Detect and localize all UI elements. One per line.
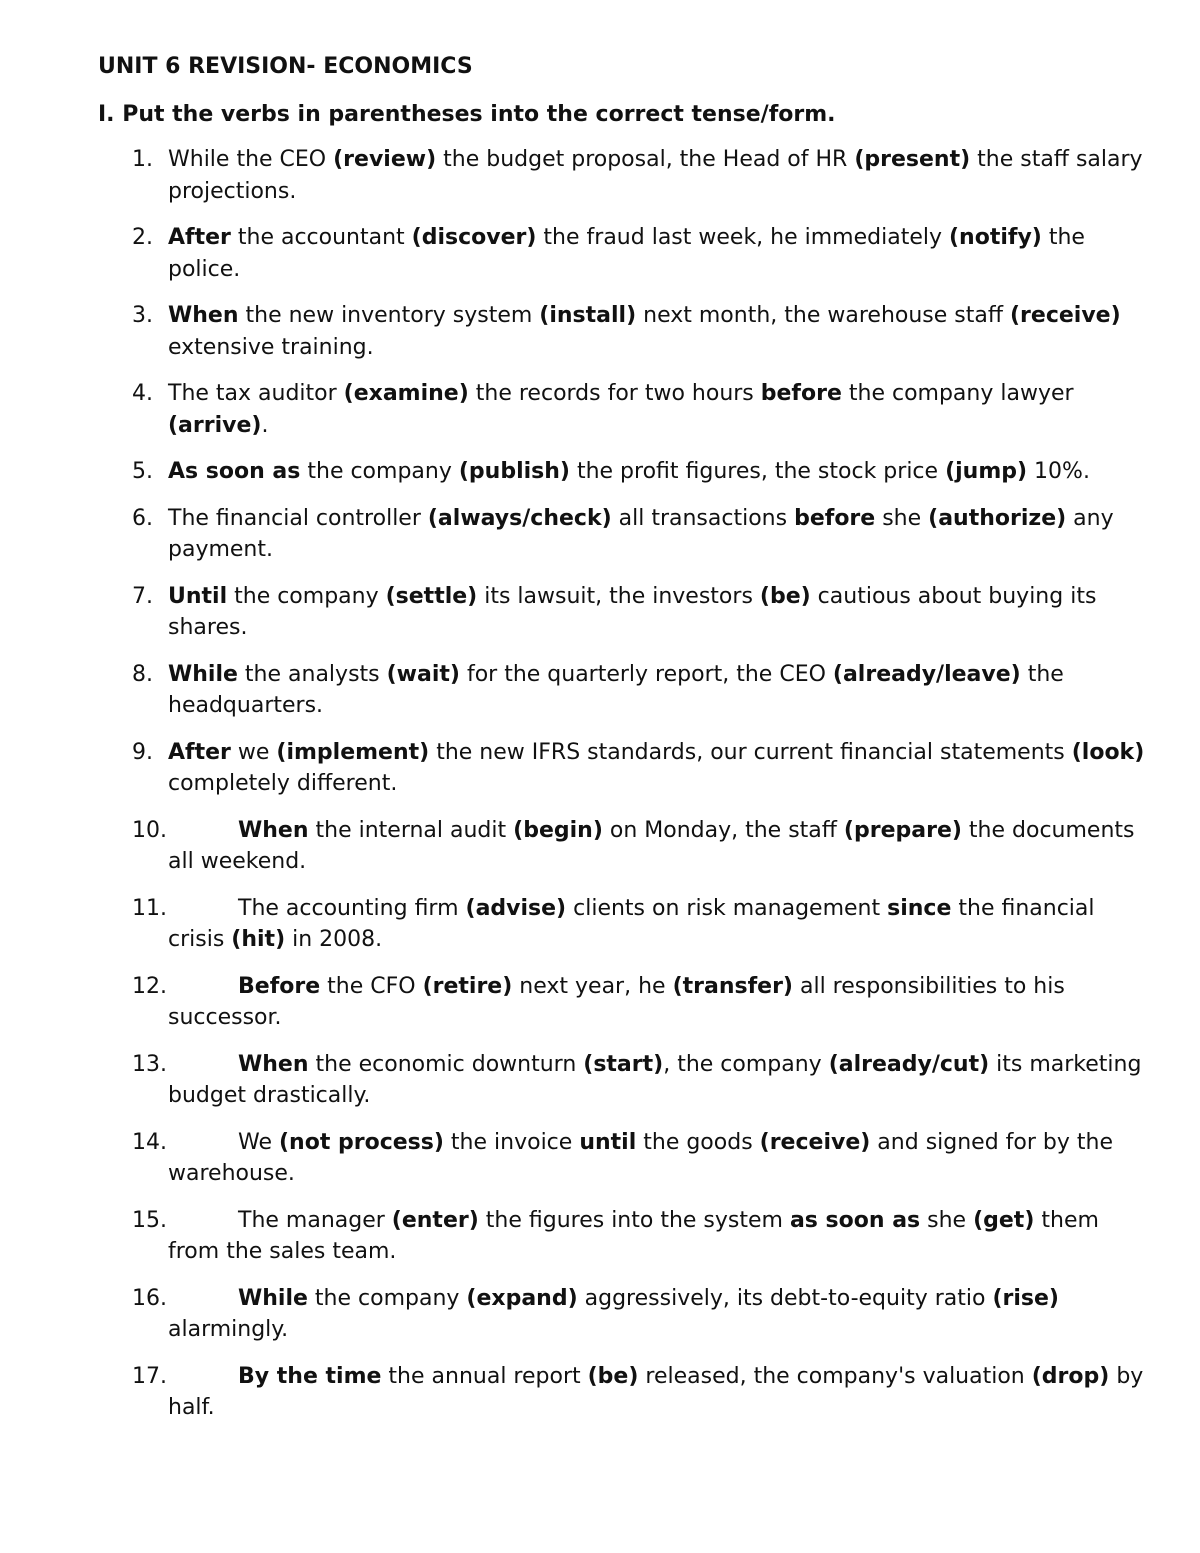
sentence-text: the headquarters. (168, 661, 1064, 718)
sentence-text: clients on risk management (566, 895, 888, 921)
bold-keyword: (authorize) (928, 505, 1067, 531)
bold-keyword: (install) (539, 303, 637, 328)
exercise-number: 8. (132, 661, 153, 687)
exercise-item (98, 144, 1148, 207)
sentence-text: completely different. (168, 771, 398, 796)
exercise-sentence (168, 303, 1121, 360)
bold-keyword: Before (238, 973, 321, 999)
exercise-number: 9. (132, 739, 153, 765)
bold-keyword: (review) (333, 147, 437, 172)
sentence-text: the company (227, 583, 386, 609)
exercise-number: 16. (132, 1285, 167, 1311)
sentence-text: she (875, 505, 929, 531)
exercise-sentence (168, 147, 1143, 204)
exercise-item (98, 893, 1148, 956)
exercise-sentence (168, 1364, 1143, 1421)
sentence-text: the economic downturn (308, 1051, 584, 1077)
exercise-number: 6. (132, 505, 153, 531)
sentence-text: the annual report (381, 1363, 588, 1389)
bold-keyword: When (238, 817, 309, 843)
exercise-number: 1. (132, 147, 153, 172)
sentence-text: the internal audit (308, 817, 514, 843)
exercise-item (98, 222, 1148, 285)
bold-keyword: (expand) (466, 1285, 578, 1311)
bold-keyword: (publish) (458, 459, 570, 484)
exercise-sentence (168, 1130, 1113, 1187)
exercise-item (98, 1205, 1148, 1268)
bold-keyword: (always/check) (427, 505, 612, 531)
sentence-text: all transactions (611, 505, 795, 531)
sentence-text: the company (307, 1285, 467, 1311)
sentence-text: the goods (636, 1129, 760, 1155)
bold-keyword: (notify) (949, 225, 1042, 250)
exercise-sentence (168, 459, 1090, 484)
exercise-number: 5. (132, 459, 153, 484)
exercise-sentence (168, 381, 1074, 438)
bold-keyword: (already/leave) (832, 661, 1021, 687)
bold-keyword: (begin) (513, 817, 603, 843)
bold-keyword: since (887, 895, 952, 921)
document-title: UNIT 6 REVISION- ECONOMICS (98, 54, 473, 79)
exercise-item (98, 503, 1148, 566)
bold-keyword: (jump) (945, 459, 1028, 484)
bold-keyword: (be) (759, 583, 811, 609)
sentence-text: aggressively, its debt-to-equity ratio (577, 1285, 993, 1311)
sentence-text: the new IFRS standards, our current financial statements (429, 739, 1072, 765)
sentence-text: the CFO (320, 973, 423, 999)
sentence-text: she (920, 1207, 974, 1233)
bold-keyword: When (238, 1051, 309, 1077)
exercise-item (98, 815, 1148, 878)
sentence-text: the fraud last week, he immediately (536, 225, 949, 250)
sentence-text: the budget proposal, the Head of HR (436, 147, 855, 172)
sentence-text: alarmingly. (168, 1317, 289, 1342)
bold-keyword: (start) (583, 1051, 664, 1077)
exercise-item (98, 456, 1148, 488)
bold-keyword: (drop) (1031, 1363, 1110, 1389)
bold-keyword: (get) (973, 1207, 1035, 1233)
bold-keyword: By the time (238, 1363, 382, 1389)
bold-keyword: (not process) (279, 1129, 444, 1155)
bold-keyword: (wait) (386, 661, 460, 687)
section-heading: I. Put the verbs in parentheses into the correct tense/form. (98, 102, 836, 127)
bold-keyword: (present) (854, 147, 971, 172)
bold-keyword: (already/cut) (828, 1051, 990, 1077)
bold-keyword: (discover) (411, 225, 537, 250)
sentence-text: the company lawyer (841, 381, 1074, 406)
exercise-item (98, 737, 1148, 800)
exercise-number: 11. (132, 895, 167, 921)
bold-keyword: (retire) (422, 973, 513, 999)
sentence-text: by half. (168, 1363, 1144, 1420)
bold-keyword: before (794, 505, 876, 531)
bold-keyword: (be) (587, 1363, 639, 1389)
sentence-text: The tax auditor (168, 381, 344, 406)
exercise-item (98, 1283, 1148, 1346)
exercise-sentence (168, 506, 1114, 563)
bold-keyword: (prepare) (843, 817, 962, 843)
bold-keyword: (receive) (759, 1129, 871, 1155)
exercise-sentence (168, 225, 1085, 282)
sentence-text: the figures into the system (478, 1207, 790, 1233)
sentence-text: extensive training. (168, 334, 374, 360)
sentence-text: its marketing budget drastically. (168, 1051, 1142, 1108)
sentence-text: the staff salary projections. (168, 147, 1143, 204)
exercise-number: 14. (132, 1129, 167, 1155)
bold-keyword: When (168, 303, 239, 328)
sentence-text: the accountant (230, 225, 412, 250)
sentence-text: The manager (238, 1207, 392, 1233)
sentence-text: we (230, 739, 277, 765)
bold-keyword: (rise) (992, 1285, 1059, 1311)
sentence-text: the invoice (443, 1129, 580, 1155)
bold-keyword: (arrive) (168, 412, 262, 438)
sentence-text: The financial controller (168, 505, 428, 531)
sentence-text: on Monday, the staff (602, 817, 844, 843)
bold-keyword: (examine) (343, 381, 469, 406)
bold-keyword: While (168, 661, 238, 687)
exercise-number: 2. (132, 225, 153, 250)
exercise-number: 12. (132, 973, 167, 999)
exercise-item (98, 1361, 1148, 1424)
exercise-number: 13. (132, 1051, 167, 1077)
bold-keyword: (enter) (391, 1207, 479, 1233)
bold-keyword: before (760, 381, 842, 406)
exercise-number: 7. (132, 583, 153, 609)
exercise-item (98, 971, 1148, 1034)
exercise-sentence (168, 584, 1096, 641)
bold-keyword: (look) (1071, 739, 1145, 765)
bold-keyword: until (579, 1129, 637, 1155)
exercise-number: 10. (132, 817, 167, 843)
sentence-text: the profit figures, the stock price (569, 459, 946, 484)
exercise-number: 15. (132, 1207, 167, 1233)
bold-keyword: While (238, 1285, 308, 1311)
exercise-item (98, 378, 1148, 441)
sentence-text: the financial crisis (168, 895, 1095, 952)
sentence-text: released, the company's valuation (638, 1363, 1032, 1389)
sentence-text: The accounting firm (238, 895, 466, 921)
exercise-sentence (168, 662, 1064, 719)
bold-keyword: (implement) (276, 739, 430, 765)
document-page (98, 52, 1148, 1439)
exercise-item (98, 300, 1148, 363)
sentence-text: any payment. (168, 505, 1114, 562)
sentence-text: for the quarterly report, the CEO (459, 661, 833, 687)
exercise-list (98, 144, 1148, 1424)
exercise-sentence (168, 896, 1095, 953)
bold-keyword: After (168, 225, 231, 250)
exercise-sentence (168, 1286, 1059, 1343)
bold-keyword: After (168, 739, 231, 765)
sentence-text: and signed for by the warehouse. (168, 1129, 1113, 1186)
sentence-text: , the company (663, 1051, 829, 1077)
exercise-number: 17. (132, 1363, 167, 1389)
sentence-text: the new inventory system (238, 303, 540, 328)
sentence-text: the documents all weekend. (168, 817, 1135, 874)
exercise-item (98, 581, 1148, 644)
sentence-text: next month, the warehouse staff (636, 303, 1010, 328)
sentence-text: the police. (168, 225, 1085, 282)
sentence-text: 10%. (1027, 459, 1090, 484)
bold-keyword: as soon as (789, 1207, 921, 1233)
exercise-sentence (168, 1052, 1141, 1109)
bold-keyword: As soon as (168, 459, 301, 484)
bold-keyword: Until (168, 583, 228, 609)
bold-keyword: (advise) (465, 895, 567, 921)
exercise-sentence (168, 974, 1065, 1031)
exercise-sentence (168, 1208, 1099, 1265)
exercise-item (98, 1127, 1148, 1190)
bold-keyword: (receive) (1010, 303, 1121, 328)
sentence-text: the analysts (237, 661, 387, 687)
bold-keyword: (settle) (385, 583, 478, 609)
exercise-sentence (168, 818, 1134, 875)
exercise-item (98, 1049, 1148, 1112)
sentence-text: We (238, 1129, 279, 1155)
sentence-text: next year, he (512, 973, 673, 999)
sentence-text: the records for two hours (468, 381, 761, 406)
exercise-number: 3. (132, 303, 153, 328)
exercise-sentence (168, 740, 1144, 797)
sentence-text: cautious about buying its shares. (168, 583, 1097, 640)
exercise-item (98, 659, 1148, 722)
bold-keyword: (transfer) (672, 973, 793, 999)
sentence-text: its lawsuit, the investors (477, 583, 760, 609)
sentence-text: . (261, 412, 269, 438)
sentence-text: the company (300, 459, 459, 484)
sentence-text: While the CEO (168, 147, 334, 172)
sentence-text: all responsibilities to his successor. (168, 973, 1065, 1030)
sentence-text: them from the sales team. (168, 1207, 1099, 1264)
sentence-text: in 2008. (285, 927, 383, 952)
bold-keyword: (hit) (231, 927, 286, 952)
exercise-number: 4. (132, 381, 153, 406)
